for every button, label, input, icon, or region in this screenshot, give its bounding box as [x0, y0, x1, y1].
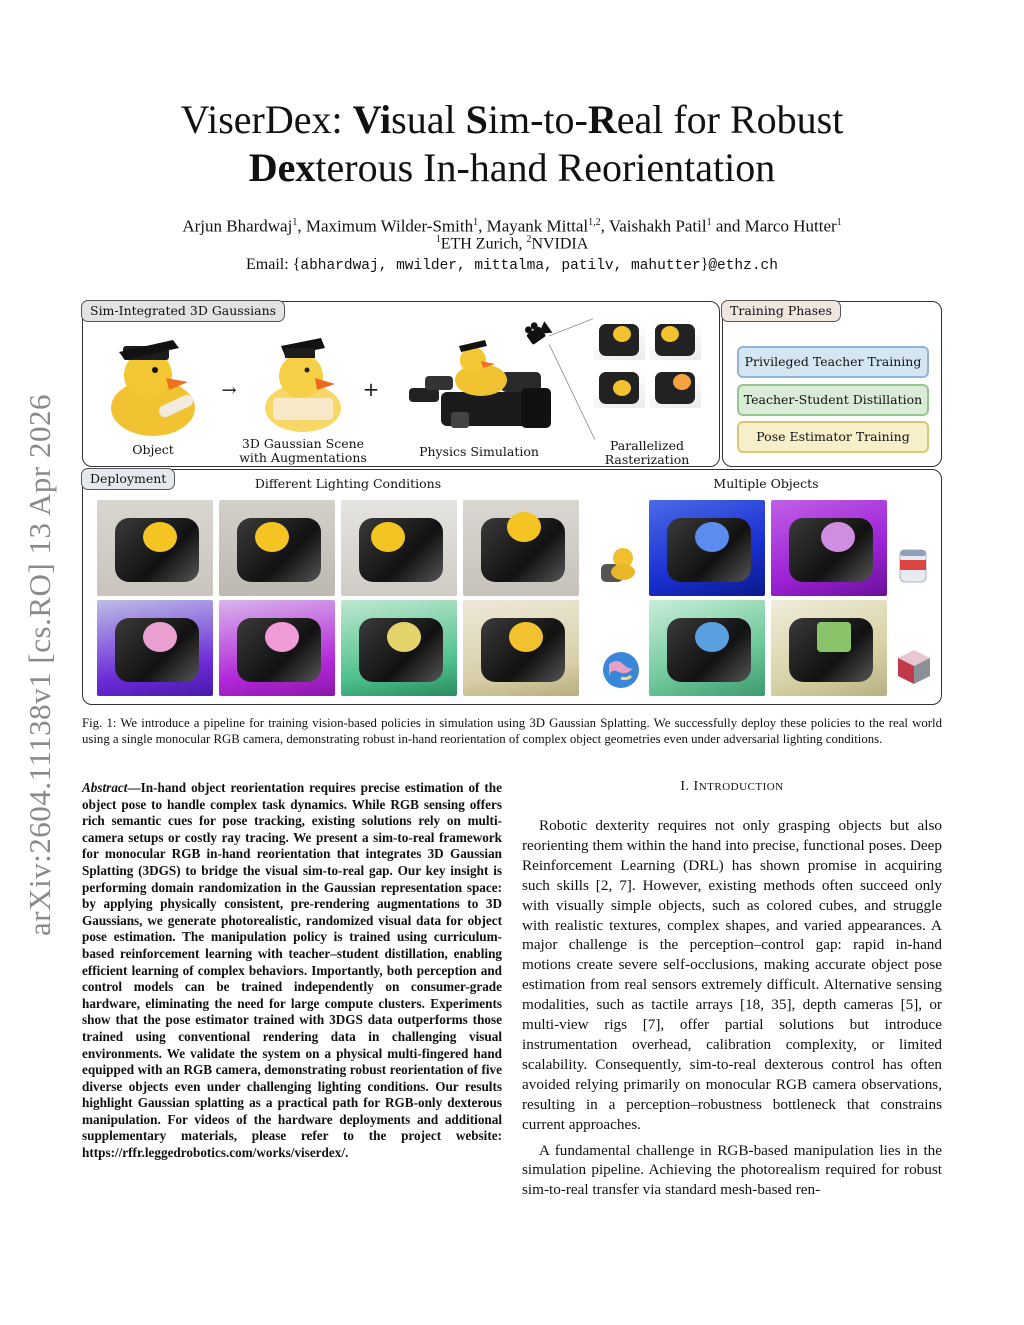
title-bold-dex: Dex — [248, 145, 316, 190]
deploy-photo-neutral-4 — [463, 500, 579, 596]
deploy-photo-warm — [463, 600, 579, 696]
label-raster-line2: Rasterization — [604, 452, 690, 467]
deploy-photo-yellow — [771, 600, 887, 696]
email-line — [0, 256, 1024, 274]
author-affiliation-mark: 1 — [473, 217, 479, 228]
section-title-rest: NTRODUCTION — [698, 781, 784, 793]
arxiv-sidebar — [10, 360, 70, 970]
gaussian-duck-image — [255, 328, 351, 436]
author-name: Arjun Bhardwaj — [182, 216, 293, 236]
object-globe-ball — [601, 650, 641, 690]
affiliation-eth: ETH Zurich, — [440, 235, 527, 253]
section-initial: I — [693, 779, 699, 794]
label-multiple-objects: Multiple Objects — [713, 476, 819, 491]
deploy-photo-blue — [649, 500, 765, 596]
label-lighting-conditions: Different Lighting Conditions — [254, 476, 442, 491]
deploy-photo-neutral-3 — [341, 500, 457, 596]
label-rasterization — [583, 439, 711, 467]
deploy-photo-neutral-1 — [97, 500, 213, 596]
affiliation-mark: 1 — [435, 234, 441, 245]
affiliations — [0, 234, 1024, 253]
raster-thumb — [649, 316, 701, 360]
intro-paragraph-1: Robotic dexterity requires not only grasping objects but also reorienting them within the hand into precise, functional poses. Deep Reinforcement Learning (DRL) has shown promise in acquiring such skills [2, 7]. However, existing methods often succeed only with visually simple objects, such as colored cubes, and struggle with realistic textures, complex shapes, and varied appearances. A major challenge is the perception–control gap: rapid in-hand motions create severe self-occlusions, making accurate object pose estimation from real sensors extremely difficult. Alternative sensing modalities, such as tactile arrays [18, 35], depth cameras [5], or multi-view rigs [7], offer partial solutions but introduce instrumentation overhead, calibration complexity, or limited scalability. Consequently, sim-to-real dexterous control has often avoided relying primarily on monocular RGB camera observations, resulting in a perception–robustness bottleneck that constrains current approaches. — [522, 817, 942, 1133]
label-physics-simulation: Physics Simulation — [419, 444, 539, 459]
title-text: im-to- — [487, 97, 588, 142]
title-text: terous In-hand Reorientation — [315, 145, 776, 190]
label-raster-line1: Parallelized — [609, 438, 685, 453]
object-colored-cube — [895, 648, 933, 686]
deployment-panel — [82, 469, 942, 705]
phase-pose-estimator: Pose Estimator Training — [737, 421, 929, 453]
label-gaussian-scene — [233, 437, 373, 465]
tag-deployment: Deployment — [81, 468, 175, 490]
object-duck-small — [597, 544, 641, 588]
affiliation-nvidia: NVIDIA — [531, 235, 589, 253]
author-separator: , — [297, 216, 306, 236]
paper-title — [0, 96, 1024, 192]
title-line-1 — [0, 96, 1024, 144]
plus-icon: + — [362, 377, 380, 401]
email-domain: @ethz.ch — [708, 258, 778, 274]
author-name: Vaishakh Patil — [608, 216, 707, 236]
object-container-jar — [897, 546, 929, 586]
abstract-dash: — — [127, 780, 141, 795]
author-affiliation-mark: 1 — [292, 217, 298, 228]
title-bold-r: R — [587, 97, 617, 142]
raster-thumb — [649, 364, 701, 408]
author-separator: and — [711, 216, 745, 236]
email-label: Email: — [246, 256, 293, 273]
figure-caption: Fig. 1: We introduce a pipeline for training vision-based policies in simulation using 3D Gaussian Splatting. We successfully deploy these policies to the real world using a single monocular RGB camera, demonstrating robust in-hand reorientation of complex object geometries even under adversarial lighting conditions. — [82, 716, 942, 746]
author-name: Mayank Mittal — [486, 216, 589, 236]
deploy-photo-mint — [649, 600, 765, 696]
abstract-label: Abstract — [82, 780, 128, 795]
title-prefix: ViserDex: — [180, 97, 353, 142]
tag-sim-gaussians: Sim-Integrated 3D Gaussians — [81, 300, 285, 322]
duck-object-image — [103, 330, 203, 440]
deploy-photo-magenta — [219, 600, 335, 696]
deploy-photo-purple — [97, 600, 213, 696]
author-separator: , — [478, 216, 487, 236]
figure-1 — [82, 300, 942, 705]
email-brace: { — [292, 256, 301, 273]
author-separator: , — [600, 216, 609, 236]
author-affiliation-mark: 1,2 — [588, 217, 601, 228]
intro-paragraph-2: A fundamental challenge in RGB-based manipulation lies in the simulation pipeline. Achieving the photorealism required for robust sim-to-real transfer via standard mesh-based ren- — [522, 1141, 942, 1199]
email-brace: } — [700, 256, 709, 273]
abstract — [82, 780, 502, 1162]
section-number: I. — [680, 779, 694, 794]
phase-distillation: Teacher-Student Distillation — [737, 384, 929, 416]
abstract-text: In-hand object reorientation requires precise estimation of the object pose to handle complex task dynamics. While RGB sensing offers rich semantic cues for pose tracking, existing solutions rely on multi-camera setups or costly ray tracing. We present a sim-to-real framework for monocular RGB in-hand reorientation that integrates 3D Gaussian Splatting (3DGS) to bridge the visual sim-to-real gap. Our key insight is performing domain randomization in the Gaussian representation space: by applying physically consistent, pre-rendering augmentations to 3D Gaussians, we generate photorealistic, randomized visual data for object pose estimation. The manipulation policy is trained using curriculum-based reinforcement learning with teacher–student distillation, enabling efficient learning of complex behaviors. Importantly, both perception and control models can be trained independently on consumer-grade hardware, eliminating the need for large compute clusters. Experiments show that the pose estimator trained with 3DGS data outperforms those trained using conventional rendering data in challenging visual environments. We validate the system on a physical multi-fingered hand equipped with an RGB camera, demonstrating robust reorientation of five diverse objects even under challenging lighting conditions. Our results highlight Gaussian splatting as a practical path for RGB-only dexterous manipulation. For videos of the hardware deployments and additional supplementary materials, please refer to the project website: https://rffr.leggedrobotics.com/works/viserdex/. — [82, 780, 502, 1161]
title-text: eal for Robust — [616, 97, 844, 142]
deploy-photo-neutral-2 — [219, 500, 335, 596]
author-affiliation-mark: 1 — [836, 217, 842, 228]
label-object: Object — [132, 442, 174, 457]
title-text: sual — [391, 97, 466, 142]
raster-thumb — [593, 364, 645, 408]
raster-thumb — [593, 316, 645, 360]
affiliation-mark: 2 — [526, 234, 532, 245]
label-gaussian-line1: 3D Gaussian Scene — [241, 436, 365, 451]
section-heading-introduction — [522, 779, 942, 795]
author-name: Maximum Wilder-Smith — [305, 216, 474, 236]
rasterization-grid — [593, 316, 703, 410]
deploy-photo-violet — [771, 500, 887, 596]
sim-gaussians-panel — [82, 301, 720, 467]
author-affiliation-mark: 1 — [706, 217, 712, 228]
title-line-2 — [0, 144, 1024, 192]
author-name: Marco Hutter — [744, 216, 837, 236]
phase-teacher-training: Privileged Teacher Training — [737, 346, 929, 378]
arxiv-id: arXiv:2604.11138v1 [cs.RO] 13 Apr 2026 — [22, 394, 57, 936]
introduction-body — [522, 816, 942, 1206]
projection-lines — [549, 314, 595, 444]
tag-training-phases: Training Phases — [721, 300, 841, 322]
arrow-icon: → — [221, 380, 237, 401]
label-gaussian-line2: with Augmentations — [239, 450, 367, 465]
email-addresses: abhardwaj, mwilder, mittalma, patilv, mahutter — [300, 258, 701, 274]
title-bold-s: S — [465, 97, 488, 142]
deploy-photo-green — [341, 600, 457, 696]
title-bold-vi: Vi — [352, 97, 392, 142]
